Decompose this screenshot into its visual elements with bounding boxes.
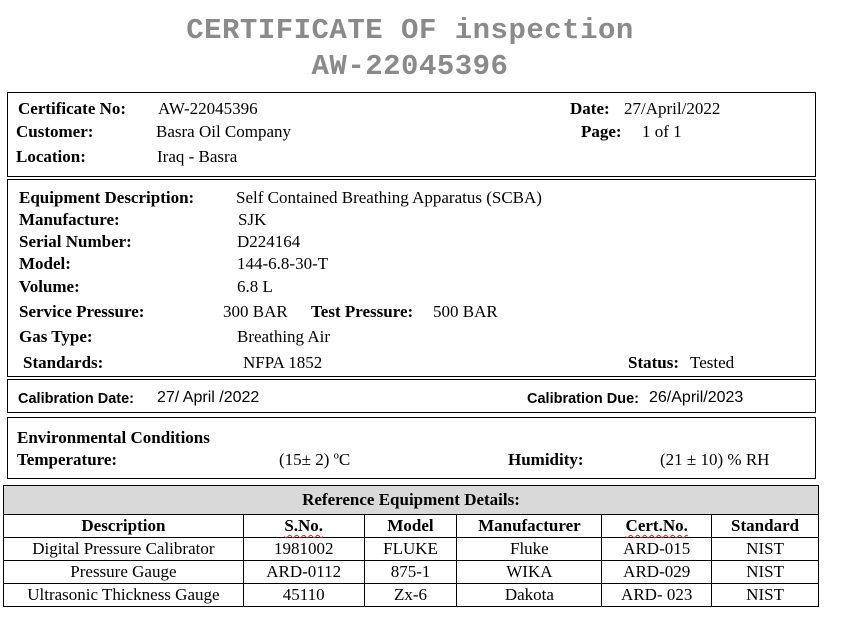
temperature-label: Temperature: xyxy=(17,450,118,469)
temperature-value: (15± 2) ºC xyxy=(279,450,351,469)
certificate-title: CERTIFICATE OF inspection xyxy=(186,14,634,47)
column-header-serial xyxy=(243,515,364,538)
column-header-standard: Standard xyxy=(712,515,819,538)
column-header-cert xyxy=(602,515,712,538)
cell-description: Ultrasonic Thickness Gauge xyxy=(4,584,244,607)
page-value: 1 of 1 xyxy=(642,122,682,141)
status-value: Tested xyxy=(690,353,735,372)
date-value: 27/April/2022 xyxy=(624,99,721,118)
serial-number-label: Serial Number: xyxy=(19,232,132,251)
column-header-cert-text: Cert.No. xyxy=(625,516,688,535)
service-pressure-label: Service Pressure: xyxy=(19,302,145,321)
service-pressure-value: 300 BAR xyxy=(223,302,288,321)
cell-model: 875-1 xyxy=(364,561,457,584)
test-pressure-label: Test Pressure: xyxy=(311,302,414,321)
volume-label: Volume: xyxy=(19,277,80,296)
cell-serial: 1981002 xyxy=(243,538,364,561)
manufacture-value: SJK xyxy=(238,210,267,229)
column-header-serial-text: S.No. xyxy=(284,516,324,535)
cell-cert: ARD- 023 xyxy=(602,584,712,607)
cell-cert: ARD-015 xyxy=(602,538,712,561)
cell-manufacturer: Fluke xyxy=(457,538,602,561)
column-header-model: Model xyxy=(364,515,457,538)
environment-heading: Environmental Conditions xyxy=(17,428,210,447)
volume-value: 6.8 L xyxy=(237,277,273,296)
serial-number-value: D224164 xyxy=(237,232,301,251)
cell-manufacturer: Dakota xyxy=(457,584,602,607)
cell-cert: ARD-029 xyxy=(602,561,712,584)
table-row xyxy=(4,538,819,561)
cell-model: Zx-6 xyxy=(364,584,457,607)
certificate-number-title: AW-22045396 xyxy=(311,50,509,83)
date-label: Date: xyxy=(570,99,610,118)
model-label: Model: xyxy=(19,254,71,273)
cell-standard: NIST xyxy=(712,538,819,561)
equipment-section xyxy=(7,179,816,377)
reference-equipment-table xyxy=(3,485,819,607)
customer-label: Customer: xyxy=(16,122,94,141)
humidity-value: (21 ± 10) % RH xyxy=(660,450,770,469)
cell-model: FLUKE xyxy=(364,538,457,561)
column-header-manufacturer: Manufacturer xyxy=(457,515,602,538)
cert-no-value: AW-22045396 xyxy=(158,99,258,118)
customer-value: Basra Oil Company xyxy=(156,122,292,141)
equipment-description-label: Equipment Description: xyxy=(19,188,195,207)
manufacture-label: Manufacture: xyxy=(19,210,120,229)
reference-caption: Reference Equipment Details: xyxy=(4,486,819,515)
standards-value: NFPA 1852 xyxy=(243,353,323,372)
equipment-description-value: Self Contained Breathing Apparatus (SCBA) xyxy=(236,188,542,207)
cell-standard: NIST xyxy=(712,584,819,607)
location-label: Location: xyxy=(16,147,86,166)
cell-description: Pressure Gauge xyxy=(4,561,244,584)
cell-description: Digital Pressure Calibrator xyxy=(4,538,244,561)
table-header-row xyxy=(4,515,819,538)
cell-serial: 45110 xyxy=(243,584,364,607)
cert-no-label: Certificate No: xyxy=(18,99,127,118)
table-row xyxy=(4,561,819,584)
cell-manufacturer: WIKA xyxy=(457,561,602,584)
location-value: Iraq - Basra xyxy=(157,147,238,166)
standards-label: Standards: xyxy=(23,353,104,372)
humidity-label: Humidity: xyxy=(508,450,584,469)
model-value: 144-6.8-30-T xyxy=(237,254,329,273)
page-label: Page: xyxy=(581,122,622,141)
gas-type-label: Gas Type: xyxy=(19,327,93,346)
column-header-description: Description xyxy=(4,515,244,538)
cell-serial: ARD-0112 xyxy=(243,561,364,584)
gas-type-value: Breathing Air xyxy=(237,327,331,346)
calibration-due-value: 26/April/2023 xyxy=(649,389,744,406)
calibration-date-label: Calibration Date: xyxy=(18,391,135,407)
test-pressure-value: 500 BAR xyxy=(433,302,498,321)
cell-standard: NIST xyxy=(712,561,819,584)
calibration-date-value: 27/ April /2022 xyxy=(157,389,260,406)
table-row xyxy=(4,584,819,607)
calibration-due-label: Calibration Due: xyxy=(527,391,639,407)
status-label: Status: xyxy=(628,353,680,372)
